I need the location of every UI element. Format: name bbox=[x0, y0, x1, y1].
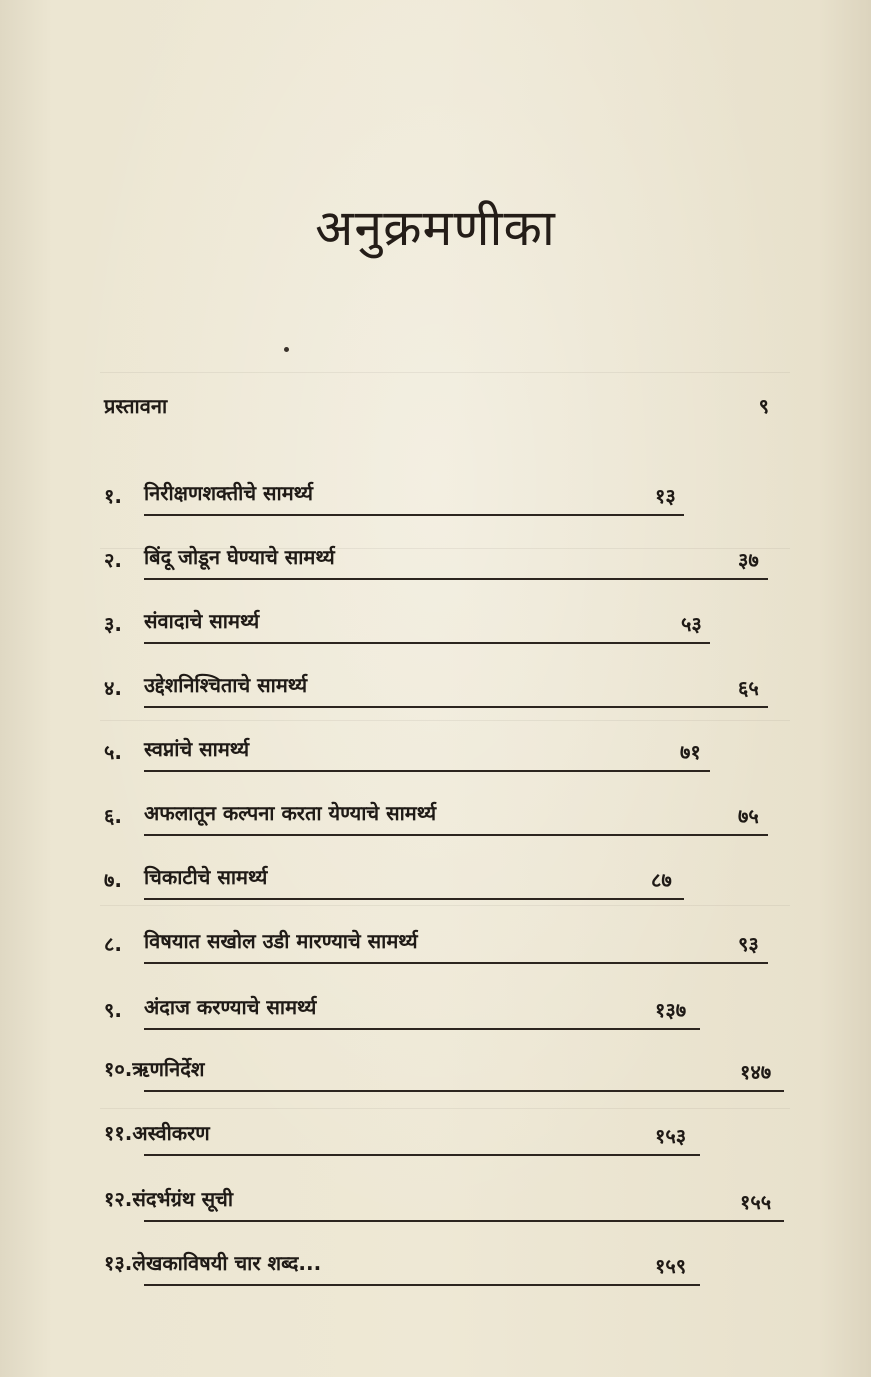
toc-row bbox=[100, 1244, 730, 1288]
toc-title: चिकाटीचे सामर्थ्य bbox=[144, 865, 268, 889]
toc-rule bbox=[144, 962, 768, 964]
toc-rule bbox=[144, 1154, 700, 1156]
toc-number: ४. bbox=[104, 676, 122, 700]
toc-rule bbox=[144, 1284, 700, 1286]
toc-number: ३. bbox=[104, 612, 122, 636]
toc-number: १०. bbox=[104, 1057, 133, 1081]
toc-number: ५. bbox=[104, 740, 122, 764]
toc-title-text: अस्वीकरण bbox=[132, 1121, 210, 1145]
toc-row bbox=[100, 1050, 790, 1094]
ink-dot bbox=[284, 347, 289, 352]
toc-number: १२. bbox=[104, 1187, 133, 1211]
toc-title bbox=[104, 1185, 233, 1212]
bleed-through-line bbox=[100, 1108, 790, 1109]
toc-page: १५९ bbox=[655, 1254, 687, 1278]
toc-title-text: संदर्भग्रंथ सूची bbox=[132, 1187, 234, 1211]
toc-title: अंदाज करण्याचे सामर्थ्य bbox=[144, 995, 317, 1019]
toc-page: १३ bbox=[655, 484, 676, 508]
toc-title: उद्देशनिश्चिताचे सामर्थ्य bbox=[144, 673, 308, 697]
toc-page: १५५ bbox=[740, 1190, 772, 1214]
toc-number: ७. bbox=[104, 868, 122, 892]
toc-rule bbox=[144, 706, 768, 708]
toc-row bbox=[100, 474, 700, 518]
toc-number: ८. bbox=[104, 932, 122, 956]
preface-page: ९ bbox=[758, 394, 769, 418]
toc-row bbox=[100, 538, 780, 582]
toc-title: बिंदू जोडून घेण्याचे सामर्थ्य bbox=[144, 545, 335, 569]
toc-number: २. bbox=[104, 548, 122, 572]
toc-page: ३७ bbox=[738, 548, 759, 572]
toc-title: स्वप्नांचे सामर्थ्य bbox=[144, 737, 250, 761]
toc-title-text: लेखकाविषयी चार शब्द... bbox=[132, 1251, 322, 1275]
toc-title bbox=[104, 1249, 321, 1276]
toc-rule bbox=[144, 578, 768, 580]
bleed-through-line bbox=[100, 905, 790, 906]
toc-row bbox=[100, 1180, 790, 1224]
bleed-through-line bbox=[100, 720, 790, 721]
toc-number: १३. bbox=[104, 1251, 133, 1275]
toc-row bbox=[100, 602, 720, 646]
preface-entry bbox=[104, 386, 769, 426]
toc-rule bbox=[144, 1090, 784, 1092]
toc-row bbox=[100, 988, 710, 1032]
toc-title: अफलातून कल्पना करता येण्याचे सामर्थ्य bbox=[144, 801, 437, 825]
toc-rule bbox=[144, 898, 684, 900]
toc-number: ९. bbox=[104, 998, 122, 1022]
page-title: अनुक्रमणीका bbox=[315, 199, 556, 257]
toc-page: १५३ bbox=[655, 1124, 687, 1148]
toc-row bbox=[100, 1114, 730, 1158]
toc-row bbox=[100, 666, 780, 710]
toc-rule bbox=[144, 770, 710, 772]
toc-title: संवादाचे सामर्थ्य bbox=[144, 609, 260, 633]
toc-title bbox=[104, 1055, 204, 1082]
toc-page: ९३ bbox=[738, 932, 759, 956]
toc-title: निरीक्षणशक्तीचे सामर्थ्य bbox=[144, 481, 313, 505]
toc-title bbox=[104, 1119, 210, 1146]
toc-row bbox=[100, 858, 700, 902]
toc-rule bbox=[144, 642, 710, 644]
toc-number: ११. bbox=[104, 1121, 133, 1145]
toc-row bbox=[100, 730, 720, 774]
toc-rule bbox=[144, 1220, 784, 1222]
toc-page: ५३ bbox=[681, 612, 702, 636]
toc-rule bbox=[144, 834, 768, 836]
bleed-through-line bbox=[100, 372, 790, 373]
toc-rule bbox=[144, 1028, 700, 1030]
toc-title-text: ऋणनिर्देश bbox=[132, 1057, 205, 1081]
preface-label: प्रस्तावना bbox=[104, 394, 168, 418]
toc-page: ७५ bbox=[738, 804, 759, 828]
toc-page: १३७ bbox=[655, 998, 687, 1022]
toc-number: ६. bbox=[104, 804, 122, 828]
toc-row bbox=[100, 794, 780, 838]
toc-number: १. bbox=[104, 484, 122, 508]
toc-page: १४७ bbox=[740, 1060, 772, 1084]
toc-page: ६५ bbox=[738, 676, 759, 700]
toc-title: विषयात सखोल उडी मारण्याचे सामर्थ्य bbox=[144, 929, 418, 953]
toc-row bbox=[100, 922, 780, 966]
toc-page: ७१ bbox=[680, 740, 701, 764]
toc-rule bbox=[144, 514, 684, 516]
toc-page: ८७ bbox=[651, 868, 672, 892]
